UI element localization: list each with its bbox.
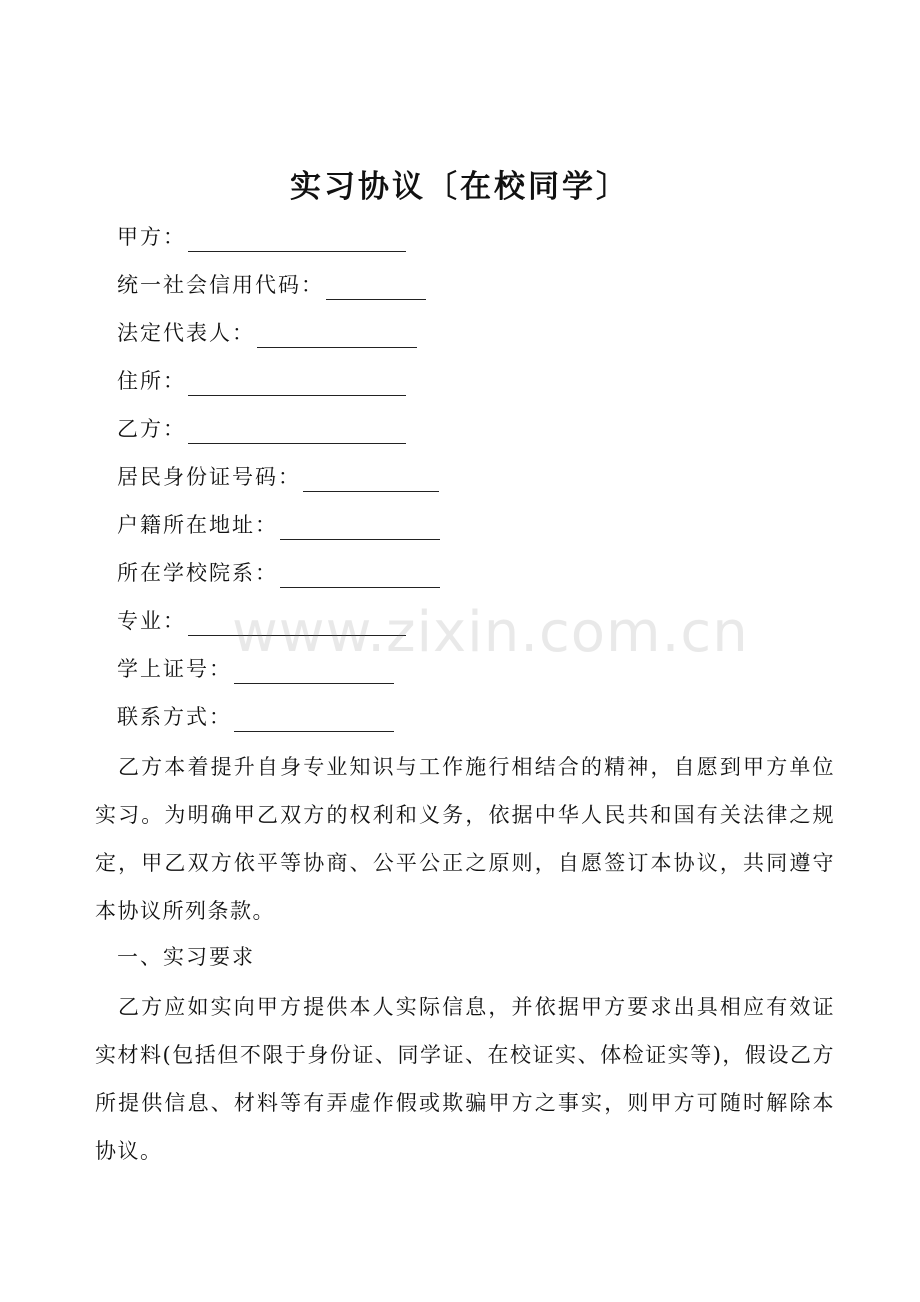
blank-line[interactable] xyxy=(326,275,426,300)
blank-line[interactable] xyxy=(188,419,406,444)
field-major xyxy=(117,606,406,636)
blank-line[interactable] xyxy=(188,371,406,396)
blank-line[interactable] xyxy=(303,467,439,492)
blank-line[interactable] xyxy=(257,323,417,348)
field-label: 甲方： xyxy=(117,225,186,249)
field-label: 专业： xyxy=(117,609,186,633)
intro-paragraph: 乙方本着提升自身专业知识与工作施行相结合的精神，自愿到甲方单位实习。为明确甲乙双方的权利和义务，依据中华人民共和国有关法律之规定，甲乙双方依平等协商、公平公正之原则，自愿签订本协议，共同遵守本协议所列条款。 xyxy=(95,755,835,923)
field-student-id xyxy=(117,654,394,684)
blank-line[interactable] xyxy=(280,563,440,588)
blank-line[interactable] xyxy=(188,227,406,252)
section-body: 乙方应如实向甲方提供本人实际信息，并依据甲方要求出具相应有效证实材料(包括但不限于身份证、同学证、在校证实、体检证实等)，假设乙方所提供信息、材料等有弄虚作假或欺骗甲方之事实，则甲方可随时解除本协议。 xyxy=(95,995,835,1163)
field-household-address xyxy=(117,510,440,540)
field-legal-rep xyxy=(117,318,417,348)
field-school-department xyxy=(117,558,440,588)
blank-line[interactable] xyxy=(234,659,394,684)
blank-line[interactable] xyxy=(234,707,394,732)
field-label: 学上证号： xyxy=(117,657,232,681)
field-id-number xyxy=(117,462,439,492)
document-title: 实习协议〔在校同学〕 xyxy=(290,169,630,205)
field-label: 居民身份证号码： xyxy=(117,465,301,489)
watermark: www.zixin.com.cn xyxy=(232,600,749,665)
section-heading: 一、实习要求 xyxy=(117,945,255,969)
field-party-b xyxy=(117,414,406,444)
field-label: 法定代表人： xyxy=(117,321,255,345)
field-label: 乙方： xyxy=(117,417,186,441)
field-label: 联系方式： xyxy=(117,705,232,729)
field-label: 住所： xyxy=(117,369,186,393)
field-label: 统一社会信用代码： xyxy=(117,273,324,297)
field-contact xyxy=(117,702,394,732)
field-party-a xyxy=(117,222,406,252)
blank-line[interactable] xyxy=(280,515,440,540)
field-address xyxy=(117,366,406,396)
field-credit-code xyxy=(117,270,426,300)
field-label: 户籍所在地址： xyxy=(117,513,278,537)
blank-line[interactable] xyxy=(188,611,406,636)
field-label: 所在学校院系： xyxy=(117,561,278,585)
